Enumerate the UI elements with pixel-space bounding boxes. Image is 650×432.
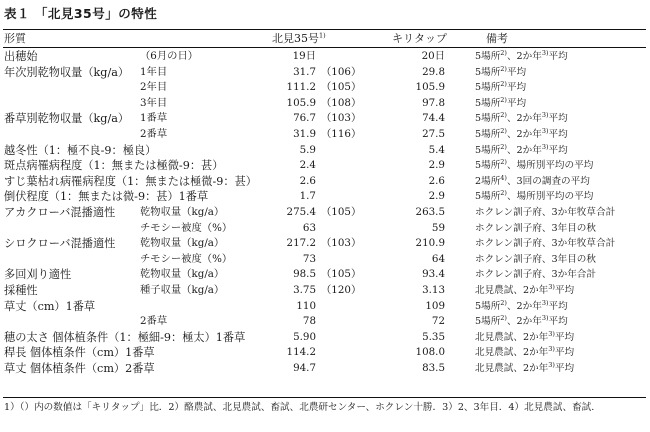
remark-note-c: 平均: [548, 300, 568, 312]
remark-note: 北見農試、2か年: [475, 331, 549, 343]
table-row: [0, 236, 650, 252]
remark-note: 5場所: [475, 66, 501, 78]
remark-note: 北見農試、2か年: [475, 363, 549, 374]
remark-note-sup2: 3): [541, 48, 549, 57]
remark-note: [475, 221, 596, 237]
trait-sub-label: 3年目: [140, 96, 168, 109]
bottom-rule: [3, 397, 646, 398]
trait-sub-label: 種子収量（kg/a）: [140, 284, 225, 296]
table-row: [0, 221, 650, 237]
ratio-value: （103）: [321, 237, 362, 250]
header-trait: 形質: [4, 32, 26, 45]
ratio-value: （105）: [321, 206, 362, 218]
table-row: [0, 143, 650, 159]
trait-label: 草丈 個体植条件（cm）2番草: [4, 362, 155, 375]
trait-label: 番草別乾物収量（kg/a）: [4, 112, 130, 126]
kitami35-value: 73: [302, 252, 316, 265]
kiritappu-value: 5.35: [422, 330, 445, 343]
table-row: [0, 283, 650, 299]
trait-sub-label: 乾物収量（kg/a）: [140, 206, 225, 218]
remark-note-sup2: 3): [541, 314, 549, 322]
trait-label: シロクローバ混播適性: [4, 237, 116, 251]
ratio-value: （106）: [321, 65, 362, 78]
kiritappu-value: 109: [425, 299, 445, 312]
remark-note-sup2: 3): [541, 298, 549, 307]
remark-note: [475, 299, 568, 315]
remark-note-sup: 2): [500, 142, 507, 151]
table-row: [0, 189, 650, 205]
kiritappu-value: 72: [431, 315, 445, 328]
remark-note-sup: 2): [500, 298, 507, 307]
ratio-value: （108）: [321, 96, 362, 109]
kitami35-value: 2.6: [299, 174, 316, 187]
ratio-value: （103）: [321, 112, 362, 125]
kiritappu-value: 3.13: [422, 284, 445, 296]
remark-note: [475, 283, 574, 299]
header-kiritappu: キリタップ: [392, 32, 447, 45]
remark-note: ホクレン訓子府、3か年牧草合計: [475, 207, 616, 218]
kitami35-value: 63: [302, 221, 316, 234]
remark-note: [475, 65, 526, 81]
table-row: [0, 205, 650, 221]
trait-sub-label: 乾物収量（kg/a）: [140, 268, 225, 281]
remark-note-b: 平均: [554, 285, 575, 296]
kiritappu-value: 93.4: [422, 268, 445, 281]
remark-note-b: 、2か年: [506, 144, 542, 156]
remark-note: ホクレン訓子府、3年目の秋: [475, 222, 596, 234]
kitami35-value: 111.2: [286, 81, 316, 94]
remark-note-sup: 2): [500, 95, 507, 104]
remark-note: [475, 96, 526, 112]
remark-note: [475, 158, 593, 174]
remark-note: [475, 49, 568, 65]
remark-note-sup: 3): [548, 282, 555, 291]
kiritappu-value: 108.0: [415, 346, 445, 359]
table-row: [0, 299, 650, 315]
remark-note-b: 、2か年: [506, 113, 542, 125]
table-row: [0, 267, 650, 283]
kiritappu-value: 29.8: [422, 65, 445, 78]
trait-sub-label: 1年目: [140, 65, 168, 78]
kitami35-value: 3.75: [293, 284, 316, 296]
remark-note-sup: 2): [500, 111, 507, 120]
table-row: [0, 330, 650, 346]
trait-label: 草丈（cm）1番草: [4, 299, 96, 313]
table-row: [0, 111, 650, 127]
remark-note: 5場所: [475, 51, 501, 62]
remark-note: [475, 252, 596, 268]
ratio-value: （116）: [321, 128, 362, 140]
remark-note-b: 平均: [506, 66, 527, 78]
kiritappu-value: 5.4: [428, 143, 445, 156]
table-row: [0, 96, 650, 112]
trait-label: 穂の太さ 個体植条件（1：極細-9：極太）1番草: [4, 330, 246, 344]
table-row: [0, 158, 650, 174]
remark-note: 5場所: [475, 82, 501, 94]
kiritappu-value: 27.5: [422, 128, 445, 140]
trait-label: 出穂始: [4, 50, 38, 63]
remark-note: 北見農試、2か年: [475, 285, 549, 296]
table-row: [0, 361, 650, 377]
kiritappu-value: 2.9: [428, 159, 445, 172]
remark-note: [475, 361, 574, 377]
kitami35-value: 105.9: [286, 96, 316, 109]
remark-note: [475, 80, 526, 96]
remark-note-sup: 2): [500, 64, 507, 73]
table-row: [0, 345, 650, 361]
table-row: [0, 80, 650, 96]
header-kitami35: [272, 31, 326, 47]
remark-note-sup2: 3): [541, 111, 549, 120]
remark-note-b: 、3回の調査の平均: [506, 175, 590, 187]
remark-note-b: 、2か年: [506, 300, 542, 312]
kitami35-value: 19日: [292, 50, 316, 62]
remark-note-sup: 2): [500, 80, 507, 88]
kiritappu-value: 74.4: [422, 112, 445, 125]
remark-note: [475, 143, 568, 159]
remark-note-c: 平均: [548, 113, 568, 125]
remark-note-b: 、場所別平均の平均: [506, 160, 594, 172]
remark-note-sup: 3): [548, 345, 555, 354]
remark-note-sup: 2): [500, 189, 507, 198]
remark-note: [475, 174, 590, 190]
trait-sub-label: 2年目: [140, 81, 168, 94]
remark-note-b: 平均: [554, 331, 575, 343]
kitami35-value: 275.4: [286, 206, 316, 218]
table-row: [0, 252, 650, 268]
trait-label: 斑点病罹病程度（1：無または極微-9：甚）: [4, 159, 224, 173]
header-kitami35-sup: 1): [319, 31, 326, 40]
table-row: [0, 49, 650, 65]
trait-label: 多回刈り適性: [4, 268, 72, 282]
remark-note: 2場所: [475, 175, 501, 187]
remark-note-b: 、場所別平均の平均: [506, 191, 594, 203]
remark-note-b: 平均: [554, 347, 575, 359]
trait-label: 越冬性（1：極不良-9：極良）: [4, 143, 157, 157]
remark-note: ホクレン訓子府、3か年牧草合計: [475, 238, 616, 250]
remark-note: 5場所: [475, 97, 501, 109]
remark-note-sup: 2): [500, 126, 507, 135]
remark-note: [475, 314, 568, 330]
header-kitami35-label: 北見35号: [272, 32, 319, 45]
table-row: [0, 127, 650, 143]
remark-note-b: 平均: [506, 97, 527, 109]
remark-note-c: 平均: [548, 316, 568, 328]
trait-label: すじ葉枯れ病罹病程度（1：無または極微-9：甚）: [4, 174, 257, 188]
kitami35-value: 78: [302, 315, 316, 328]
kitami35-value: 2.4: [299, 159, 316, 172]
remark-note-b: 、2か年: [506, 129, 542, 140]
remark-note: [475, 111, 568, 127]
ratio-value: （120）: [321, 284, 362, 296]
kitami35-value: 110: [296, 299, 316, 312]
kitami35-value: 76.7: [293, 112, 316, 125]
kiritappu-value: 2.6: [428, 174, 445, 187]
remark-note: 5場所: [475, 191, 501, 203]
kiritappu-value: 97.8: [422, 96, 445, 109]
remark-note-sup: 3): [548, 329, 555, 338]
kitami35-value: 31.7: [293, 65, 316, 78]
trait-label: 採種性: [4, 284, 38, 297]
remark-note: 5場所: [475, 300, 501, 312]
remark-note: 5場所: [475, 129, 501, 140]
trait-label: 年次別乾物収量（kg/a）: [4, 65, 130, 79]
kiritappu-value: 64: [431, 252, 445, 265]
kitami35-value: 5.90: [293, 330, 316, 343]
kitami35-value: 114.2: [286, 346, 316, 359]
table-row: [0, 174, 650, 190]
kitami35-value: 98.5: [293, 268, 316, 281]
remark-note-b: 、2か年: [506, 51, 542, 62]
table-header: [0, 31, 650, 47]
remark-note: 北見農試、2か年: [475, 347, 549, 359]
remark-note-sup: 3): [548, 360, 555, 369]
remark-note-sup2: 3): [541, 142, 549, 151]
trait-label: アカクローバ混播適性: [4, 206, 116, 219]
kitami35-value: 31.9: [293, 128, 316, 140]
trait-sub-label: チモシー被度（%）: [140, 252, 233, 265]
remark-note: [475, 267, 596, 283]
remark-note: ホクレン訓子府、3か年合計: [475, 269, 596, 281]
trait-sub-label: 乾物収量（kg/a）: [140, 237, 225, 250]
remark-note-c: 平均: [548, 51, 568, 62]
remark-note-b: 平均: [506, 82, 527, 94]
table-title: 表１ 「北見35号」の特性: [4, 6, 158, 21]
trait-sub-label: 2番草: [140, 128, 168, 140]
ratio-value: （105）: [321, 81, 362, 94]
remark-note-b: 平均: [554, 363, 575, 374]
remark-note: 5場所: [475, 144, 501, 156]
ratio-value: （105）: [321, 268, 362, 281]
remark-note-c: 平均: [548, 129, 568, 140]
remark-note: [475, 330, 574, 346]
remark-note-b: 、2か年: [506, 316, 542, 328]
kitami35-value: 217.2: [286, 237, 316, 250]
header-rule: [3, 47, 646, 48]
kitami35-value: 1.7: [299, 190, 316, 203]
remark-note: [475, 189, 593, 205]
remark-note: 5場所: [475, 316, 501, 328]
header-remarks: 備考: [486, 32, 508, 45]
kiritappu-value: 83.5: [422, 362, 445, 374]
kitami35-value: 5.9: [299, 143, 316, 156]
remark-note-sup: 2): [500, 314, 507, 322]
trait-sub-label: 2番草: [140, 315, 168, 328]
table-row: [0, 314, 650, 330]
remark-note: [475, 236, 615, 252]
kiritappu-value: 105.9: [415, 81, 445, 94]
remark-note: [475, 127, 568, 143]
remark-note: ホクレン訓子府、3年目の秋: [475, 253, 596, 265]
remark-note-sup: 4): [500, 173, 507, 182]
trait-sub-label: チモシー被度（%）: [140, 221, 233, 234]
kiritappu-value: 20日: [421, 50, 445, 62]
kitami35-value: 94.7: [293, 362, 316, 374]
remark-note: 5場所: [475, 160, 501, 172]
kiritappu-value: 210.9: [415, 237, 445, 250]
kiritappu-value: 263.5: [415, 206, 445, 218]
remark-note-c: 平均: [548, 144, 568, 156]
footnote: 1）（）内の数値は「キリタップ」比．2）酪農試、北見農試、畜試、北農研センター、ホクレン十勝．3）2、3年目．4）北見農試、畜試.: [4, 402, 595, 413]
remark-note-sup: 2): [500, 48, 507, 57]
trait-sub-label: 1番草: [140, 112, 168, 125]
trait-sub-label: （6月の日）: [140, 50, 199, 62]
trait-label: 倒伏程度（1：無または微-9：甚）1番草: [4, 190, 209, 204]
remark-note-sup2: 3): [541, 126, 549, 135]
kiritappu-value: 59: [431, 221, 445, 234]
table-row: [0, 65, 650, 81]
remark-note-sup: 2): [500, 158, 507, 166]
remark-note: 5場所: [475, 113, 501, 125]
remark-note: [475, 205, 615, 221]
trait-label: 稈長 個体植条件（cm）1番草: [4, 346, 155, 360]
remark-note: [475, 345, 574, 361]
kiritappu-value: 2.9: [428, 190, 445, 203]
